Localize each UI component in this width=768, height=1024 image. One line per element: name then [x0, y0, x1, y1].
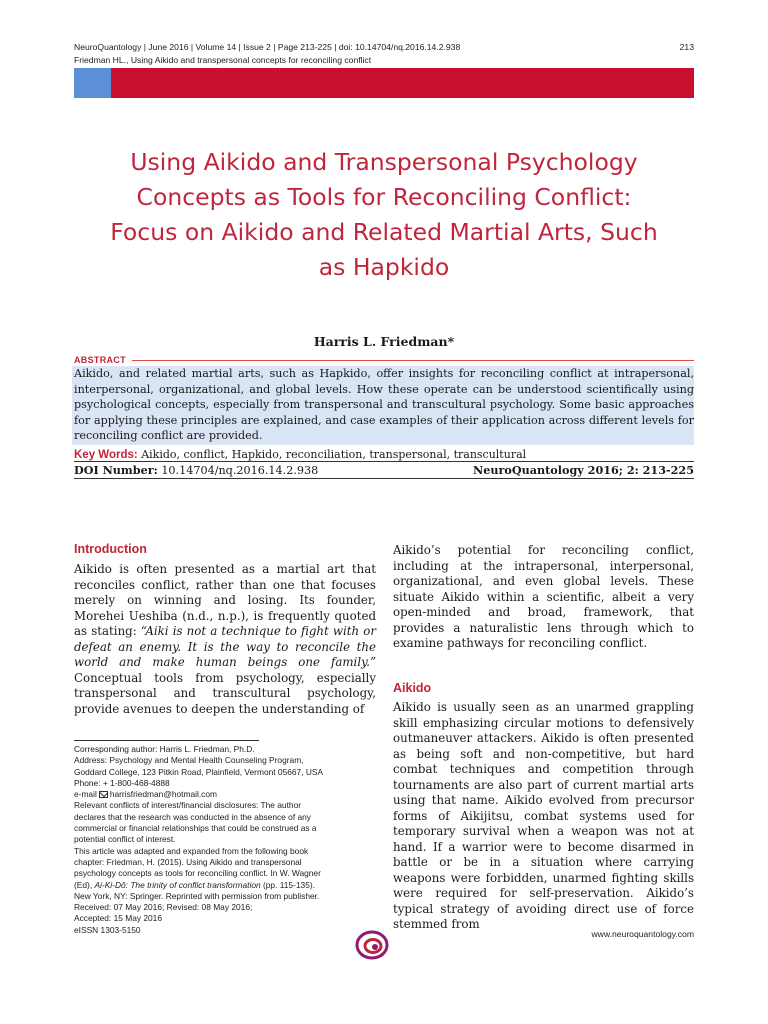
section-heading-aikido: Aikido: [393, 681, 432, 695]
right-column-paragraph-2: Aikido is usually seen as an unarmed grappling skill emphasizing circular motions to defensively outmaneuver attackers. Aikido is often presented as being soft and non-competitive, but hard combat techniques and competition through tournaments are also part of current martial arts using that name. Aikido evolved from precursor forms of Aikijitsu, combat systems used for temporary survival when a weapon was not at hand. If a warrior were to become disarmed in battle or be in a situation where carrying weapons were forbidden, unarmed fighting skills were required for self-preservation. Aikido’s typical strategy of avoiding direct use of force stemmed from: [393, 700, 694, 931]
fn-adapted-4-post: (pp. 115-135).: [260, 879, 315, 890]
keywords-rule: [74, 461, 694, 462]
fn-conflicts-2: declares that the research was conducted in the absence of any: [74, 811, 311, 822]
fn-phone: Phone: + 1-800-468-4888: [74, 777, 170, 788]
title-line-4: as Hapkido: [318, 253, 450, 281]
header-bar-red: [111, 68, 694, 98]
doi-value: 10.14704/nq.2016.14.2.938: [161, 464, 319, 477]
abstract-text: Aikido, and related martial arts, such as Hapkido, offer insights for reconciling conflict at intrapersonal, interpersonal, organizational, and global levels. How these operate can be understood scientifically using psychological concepts, especially from transpersonal and transcultural psychology. Some basic approaches for applying these principles are explained, and case examples of their application across different levels for reconciling conflict are provided.: [74, 367, 694, 443]
intro-paragraph: [74, 562, 376, 717]
fn-adapted-4-pre: (Ed),: [74, 879, 95, 890]
envelope-icon: [99, 791, 108, 798]
fn-accepted: Accepted: 15 May 2016: [74, 913, 162, 924]
header-bar-blue: [74, 68, 111, 98]
title-line-1: Using Aikido and Transpersonal Psychology: [130, 148, 638, 176]
fn-address-1: Address: Psychology and Mental Health Counseling Program,: [74, 755, 304, 766]
fn-adapted-1: This article was adapted and expanded from the following book: [74, 845, 309, 856]
journal-logo-icon: [352, 924, 392, 964]
keywords-text: Aikido, conflict, Hapkido, reconciliation, transpersonal, transcultural: [141, 448, 527, 461]
fn-eissn: eISSN 1303-5150: [74, 924, 141, 935]
fn-email-prefix: e-mail: [74, 789, 97, 800]
page-number: 213: [679, 42, 694, 52]
website-link[interactable]: www.neuroquantology.com: [591, 929, 694, 939]
fn-adapted-3: psychology concepts as tools for reconciling conflict. In W. Wagner: [74, 868, 321, 879]
doi-number: [74, 463, 318, 477]
intro-text-before: Aikido is often presented as a martial art that reconciles conflict, rather than one that focuses merely on winning and losing. Its founder, Morehei Ueshiba (n.d., n.p.), is frequently quoted as stating:: [74, 562, 376, 638]
footnote: [74, 744, 374, 936]
doi-label: DOI Number:: [74, 463, 158, 477]
fn-conflicts-4: potential conflict of interest.: [74, 834, 176, 845]
footnote-rule: [74, 740, 259, 741]
title-line-3: Focus on Aikido and Related Martial Arts, Such: [110, 218, 658, 246]
journal-header-line: NeuroQuantology | June 2016 | Volume 14 | Issue 2 | Page 213-225 | doi: 10.14704/nq.2016.14.2.938: [74, 42, 461, 52]
fn-email[interactable]: harrisfriedman@hotmail.com: [109, 789, 217, 800]
intro-text-after: Conceptual tools from psychology, especially transpersonal and transcultural psychology, provide avenues to deepen the understanding of: [74, 670, 376, 716]
abstract-top-rule: [132, 360, 694, 361]
citation: NeuroQuantology 2016; 2: 213-225: [473, 463, 694, 477]
fn-address-2: Goddard College, 123 Pitkin Road, Plainfield, Vermont 05667, USA: [74, 766, 324, 777]
right-column-paragraph-1: Aikido’s potential for reconciling conflict, including at the intrapersonal, interpersonal, organizational, and even global levels. These situate Aikido within a scientific, albeit a very open-minded and broad, framework, that provides a naturalistic lens through which to examine pathways for reconciling conflict.: [393, 543, 694, 650]
doi-rule: [74, 478, 694, 479]
fn-email-line: [74, 789, 374, 800]
fn-adapted-2: chapter: Friedman, H. (2015). Using Aikido and transpersonal: [74, 856, 302, 867]
abstract-label: ABSTRACT: [74, 355, 126, 365]
fn-adapted-4-italic: Ai-Ki-Dô: The trinity of conflict transformation: [94, 879, 261, 890]
fn-conflicts-1: Relevant conflicts of interest/financial disclosures: The author: [74, 800, 302, 811]
author-name: Harris L. Friedman*: [313, 334, 455, 349]
keywords-label: Key Words:: [74, 449, 138, 461]
intro-quote: “Aiki is not a technique to fight with or defeat an enemy. It is the way to reconcile the world and make human beings one family.”: [74, 624, 376, 669]
fn-adapted-4: [74, 880, 374, 891]
fn-conflicts-3: commercial or financial relationships that could be construed as a: [74, 823, 317, 834]
fn-adapted-5: New York, NY: Springer. Reprinted with permission from publisher.: [74, 890, 320, 901]
section-heading-introduction: Introduction: [74, 542, 147, 556]
article-title: [74, 145, 694, 285]
running-title: Friedman HL., Using Aikido and transpersonal concepts for reconciling conflict: [74, 55, 372, 65]
title-line-2: Concepts as Tools for Reconciling Conflict:: [136, 183, 632, 211]
keywords: [74, 448, 694, 461]
fn-received: Received: 07 May 2016; Revised: 08 May 2016;: [74, 902, 253, 913]
fn-corresponding: Corresponding author: Harris L. Friedman, Ph.D.: [74, 744, 255, 754]
